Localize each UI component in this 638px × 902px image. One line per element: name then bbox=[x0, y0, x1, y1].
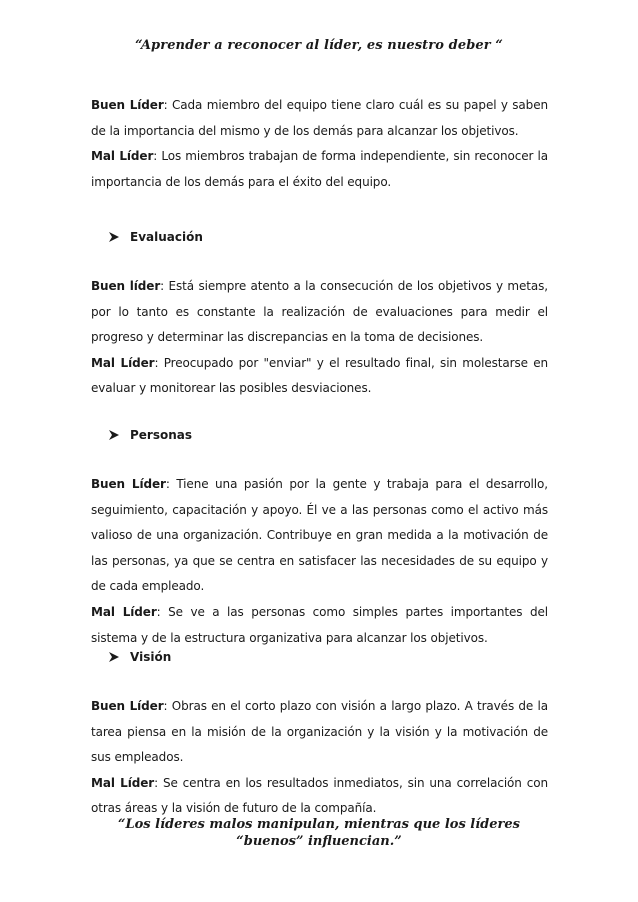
arrowhead-bullet-icon bbox=[108, 231, 120, 243]
page-header: “Aprender a reconocer al líder, es nuestro deber “ bbox=[135, 38, 503, 53]
intro-good-leader bbox=[91, 93, 548, 144]
bad-leader-text: : Se ve a las personas como simples partes importantes del sistema y de la estructura organizativa para alcanzar los objetivos. bbox=[91, 604, 549, 645]
arrowhead-bullet-icon bbox=[108, 429, 120, 441]
evaluacion-bad-leader bbox=[91, 351, 548, 402]
bad-leader-text: : Se centra en los resultados inmediatos, sin una correlación con otras áreas y la visión de futuro de la compañía. bbox=[91, 775, 548, 816]
personas-good-leader bbox=[91, 472, 548, 600]
bad-leader-text: : Preocupado por "enviar" y el resultado final, sin molestarse en evaluar y monitorear las posibles desviaciones. bbox=[91, 355, 548, 396]
bad-leader-label: Mal Líder bbox=[91, 355, 155, 370]
bad-leader-label: Mal Líder bbox=[91, 604, 157, 619]
section-heading-evaluacion bbox=[108, 230, 203, 244]
personas-paragraph bbox=[91, 472, 548, 651]
vision-paragraph bbox=[91, 694, 548, 822]
good-leader-label: Buen Líder bbox=[91, 699, 164, 713]
evaluacion-good-leader bbox=[91, 274, 548, 351]
vision-bad-leader bbox=[91, 771, 548, 822]
intro-paragraph bbox=[91, 93, 548, 195]
good-leader-label: Buen líder bbox=[91, 279, 161, 293]
section-heading-personas bbox=[108, 428, 192, 442]
section-heading-label: Evaluación bbox=[130, 230, 203, 244]
good-leader-text: : Está siempre atento a la consecución de los objetivos y metas, por lo tanto es constante la realización de evaluaciones para medir el progreso y determinar las discrepancias en la toma de decisiones. bbox=[91, 279, 548, 345]
section-heading-label: Visión bbox=[130, 650, 172, 664]
footer-quote: “Los líderes malos manipulan, mientras que los líderes “buenos” influencian.” bbox=[118, 817, 520, 849]
good-leader-text: : Cada miembro del equipo tiene claro cuál es su papel y saben de la importancia del mismo y de los demás para alcanzar los objetivos. bbox=[91, 98, 548, 138]
good-leader-label: Buen Líder bbox=[91, 477, 166, 491]
intro-bad-leader bbox=[91, 144, 548, 195]
bad-leader-text: : Los miembros trabajan de forma independiente, sin reconocer la importancia de los demás para el éxito del equipo. bbox=[91, 149, 548, 189]
good-leader-text: : Tiene una pasión por la gente y trabaja para el desarrollo, seguimiento, capacitación y apoyo. Él ve a las personas como el activo más valioso de una organización. Contribuye en gran medida a la motivación de las personas, ya que se centra en satisfacer las necesidades de su equipo y de cada empleado. bbox=[91, 477, 548, 594]
bad-leader-label: Mal Líder bbox=[91, 149, 154, 164]
arrowhead-bullet-icon bbox=[108, 651, 120, 663]
good-leader-text: : Obras en el corto plazo con visión a largo plazo. A través de la tarea piensa en la misión de la organización y la visión y la motivación de sus empleados. bbox=[91, 699, 548, 765]
section-heading-label: Personas bbox=[130, 428, 193, 442]
evaluacion-paragraph bbox=[91, 274, 548, 402]
bad-leader-label: Mal Líder bbox=[91, 775, 155, 790]
good-leader-label: Buen Líder bbox=[91, 98, 164, 112]
personas-bad-leader bbox=[91, 600, 548, 651]
vision-good-leader bbox=[91, 694, 548, 771]
section-heading-vision bbox=[108, 650, 171, 664]
